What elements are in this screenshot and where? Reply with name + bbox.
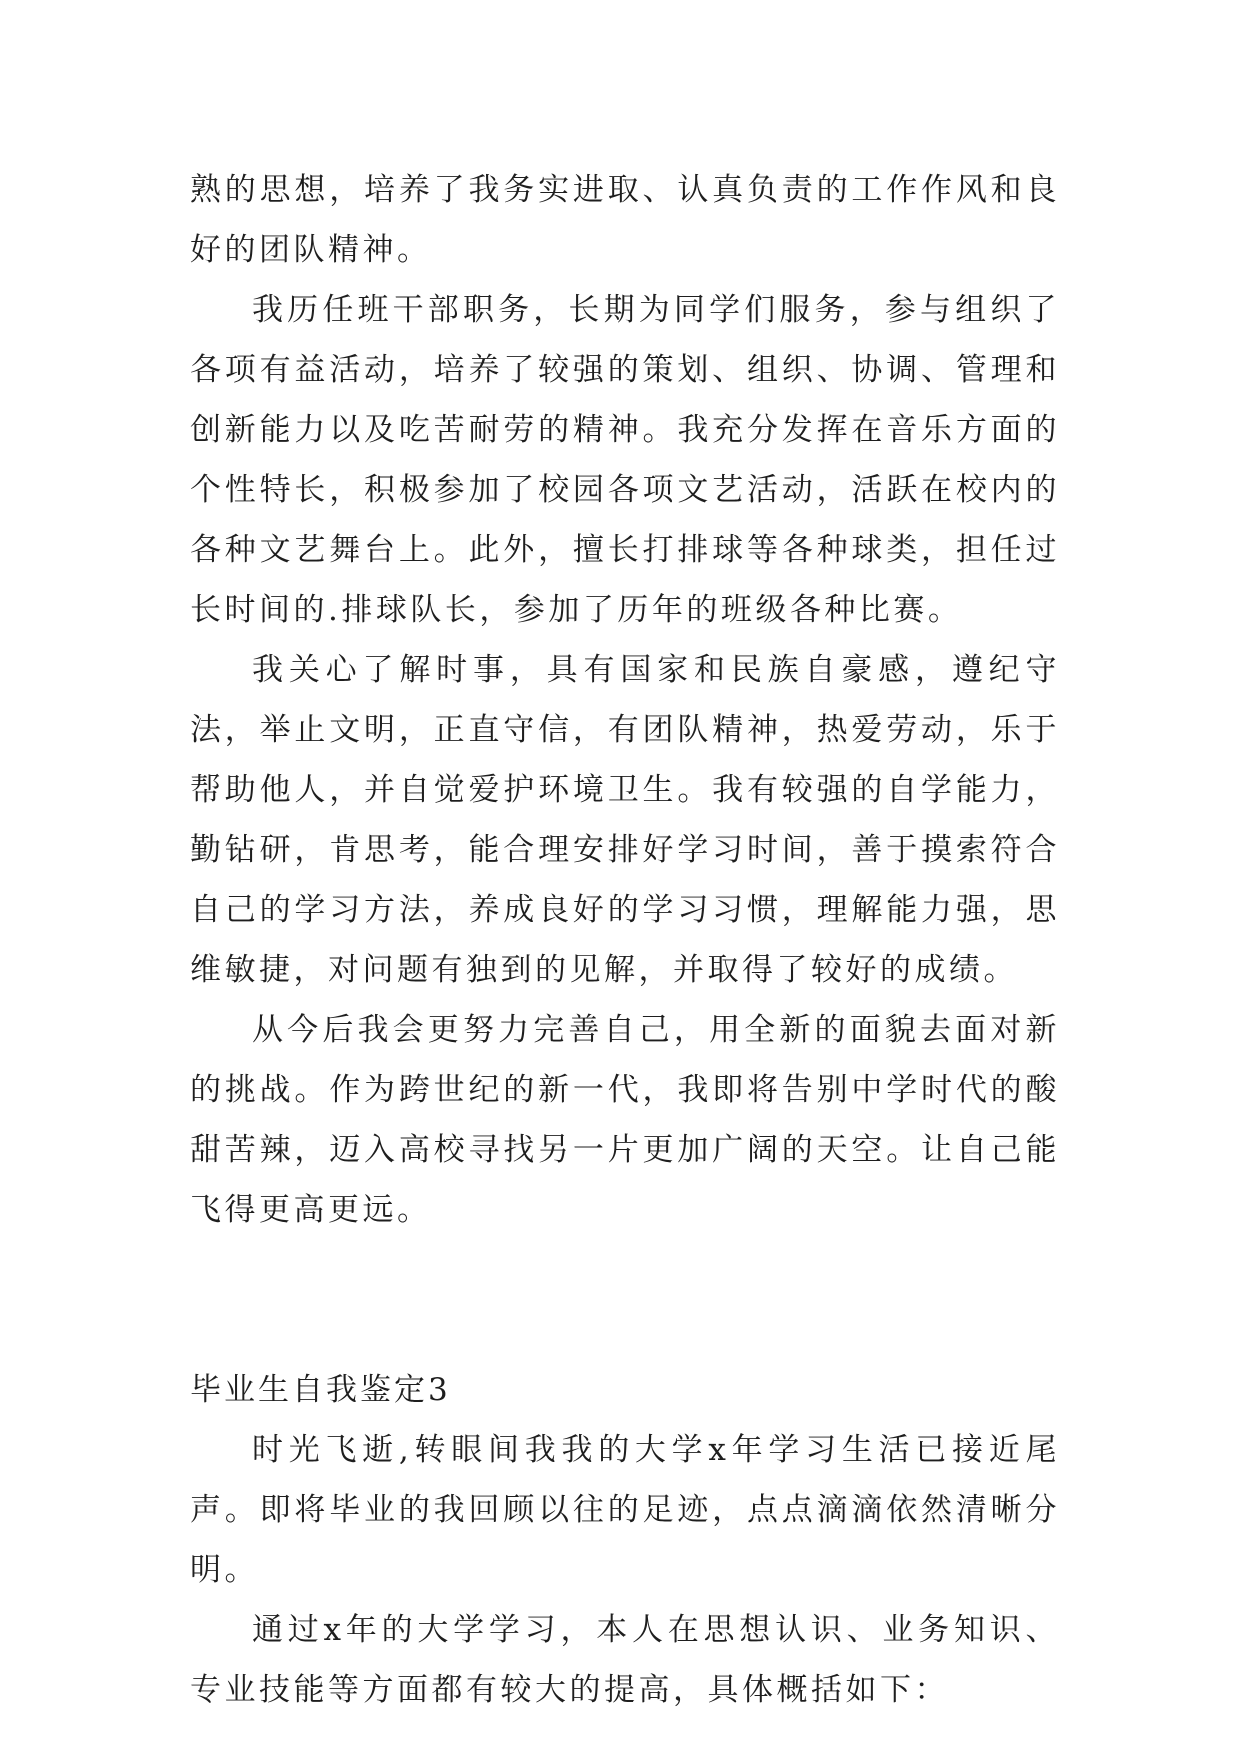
paragraph-6: 通过x年的大学学习，本人在思想认识、业务知识、专业技能等方面都有较大的提高，具体概括如下： bbox=[190, 1612, 1060, 1708]
section-heading: 毕业生自我鉴定3 bbox=[190, 1372, 451, 1408]
paragraph-4: 从今后我会更努力完善自己，用全新的面貌去面对新的挑战。作为跨世纪的新一代，我即将告别中学时代的酸甜苦辣，迈入高校寻找另一片更加广阔的天空。让自己能飞得更高更远。 bbox=[190, 1012, 1060, 1228]
paragraph-5: 时光飞逝,转眼间我我的大学x年学习生活已接近尾声。即将毕业的我回顾以往的足迹，点点滴滴依然清晰分明。 bbox=[190, 1432, 1060, 1588]
paragraph-3: 我关心了解时事，具有国家和民族自豪感，遵纪守法，举止文明，正直守信，有团队精神，热爱劳动，乐于帮助他人，并自觉爱护环境卫生。我有较强的自学能力，勤钻研，肯思考，能合理安排好学习时间，善于摸索符合自己的学习方法，养成良好的学习习惯，理解能力强，思维敏捷，对问题有独到的见解，并取得了较好的成绩。 bbox=[190, 652, 1060, 988]
document-body bbox=[190, 160, 1060, 1720]
paragraph-2: 我历任班干部职务，长期为同学们服务，参与组织了各项有益活动，培养了较强的策划、组织、协调、管理和创新能力以及吃苦耐劳的精神。我充分发挥在音乐方面的个性特长，积极参加了校园各项文艺活动，活跃在校内的各种文艺舞台上。此外，擅长打排球等各种球类，担任过长时间的.排球队长，参加了历年的班级各种比赛。 bbox=[190, 292, 1060, 628]
paragraph-1: 熟的思想，培养了我务实进取、认真负责的工作作风和良好的团队精神。 bbox=[190, 172, 1060, 268]
